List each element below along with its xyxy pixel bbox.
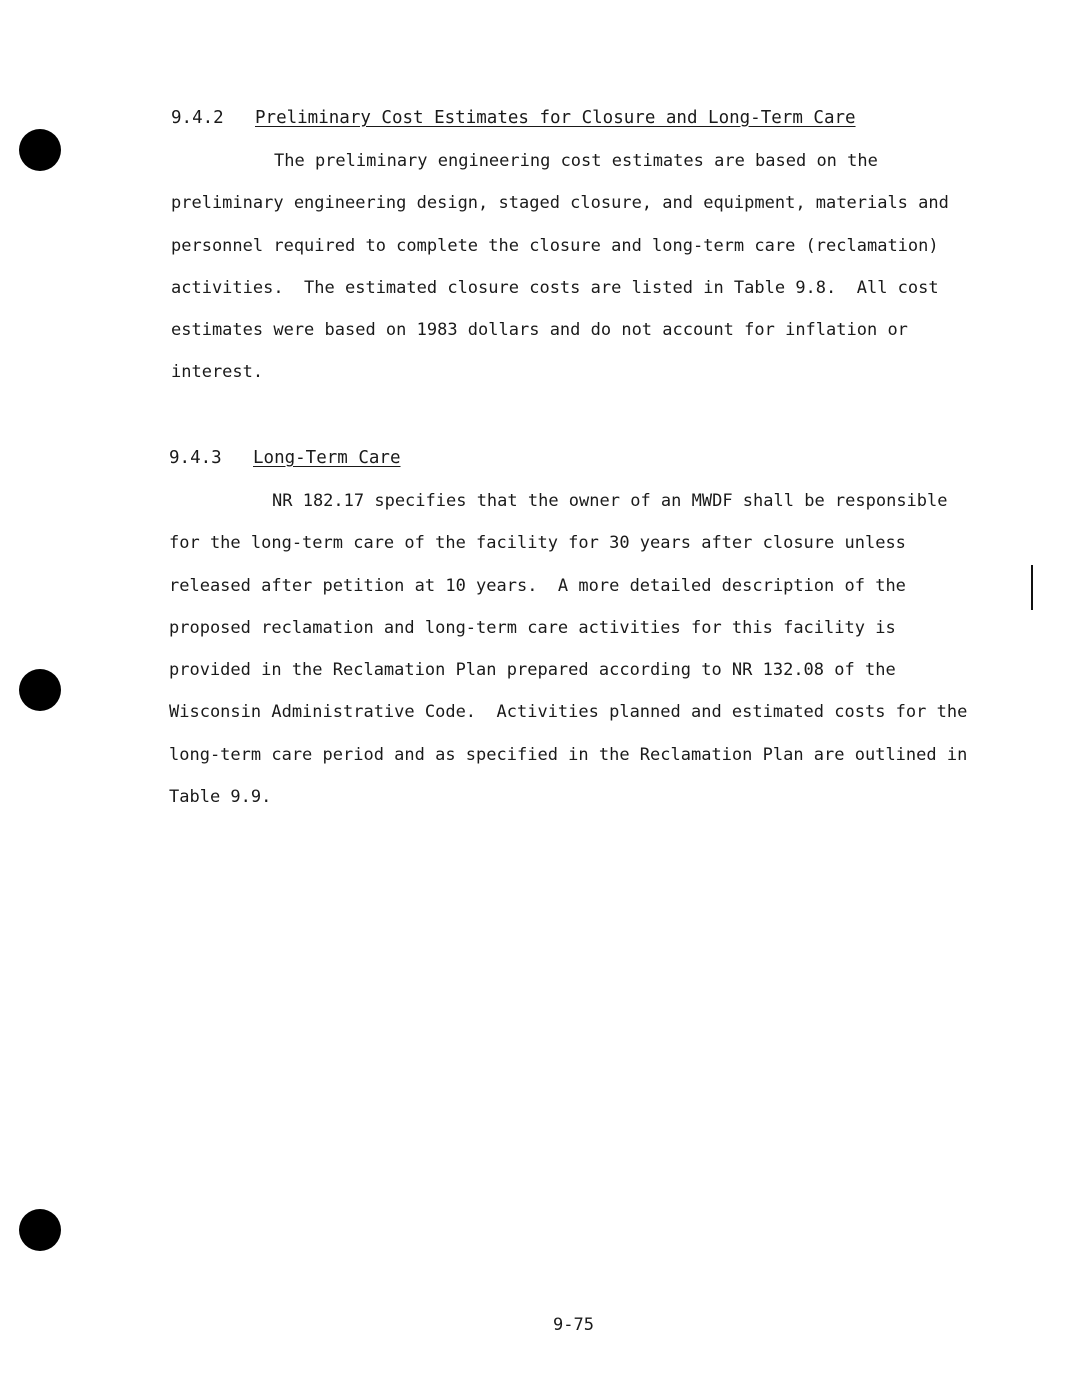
body-line: NR 182.17 specifies that the owner of an MWDF shall be responsible (272, 491, 948, 511)
section-heading (169, 448, 999, 468)
body-line: long-term care period and as specified in the Reclamation Plan are outlined in (169, 744, 968, 765)
section-title: Long-Term Care (253, 448, 401, 468)
body-line: for the long-term care of the facility for 30 years after closure unless (169, 533, 906, 554)
body-line: preliminary engineering design, staged closure, and equipment, materials and (171, 193, 949, 214)
body-line: provided in the Reclamation Plan prepared according to NR 132.08 of the (169, 660, 896, 681)
section-number: 9.4.2 (171, 108, 224, 128)
body-line: Wisconsin Administrative Code. Activities planned and estimated costs for the (169, 702, 968, 723)
page-number: 9-75 (553, 1315, 594, 1335)
punch-hole-bottom (19, 1209, 61, 1251)
body-line: interest. (171, 362, 264, 383)
revision-bar (1031, 565, 1033, 610)
section-9-4-2 (171, 108, 1001, 394)
body-line: proposed reclamation and long-term care activities for this facility is (169, 617, 896, 638)
body-line: released after petition at 10 years. A more detailed description of the (169, 575, 906, 596)
body-line: The preliminary engineering cost estimates are based on the (274, 151, 878, 171)
section-heading (171, 108, 1001, 128)
section-9-4-3 (169, 448, 999, 818)
section-body (169, 480, 999, 818)
punch-hole-middle (19, 669, 61, 711)
body-line: Table 9.9. (169, 787, 272, 808)
body-line: activities. The estimated closure costs are listed in Table 9.8. All cost (171, 277, 939, 298)
punch-hole-top (19, 129, 61, 171)
section-title: Preliminary Cost Estimates for Closure and Long-Term Care (255, 108, 856, 128)
body-line: personnel required to complete the closure and long-term care (reclamation) (171, 235, 939, 256)
body-line: estimates were based on 1983 dollars and do not account for inflation or (171, 320, 908, 341)
section-number: 9.4.3 (169, 448, 222, 468)
section-body (171, 140, 1001, 394)
